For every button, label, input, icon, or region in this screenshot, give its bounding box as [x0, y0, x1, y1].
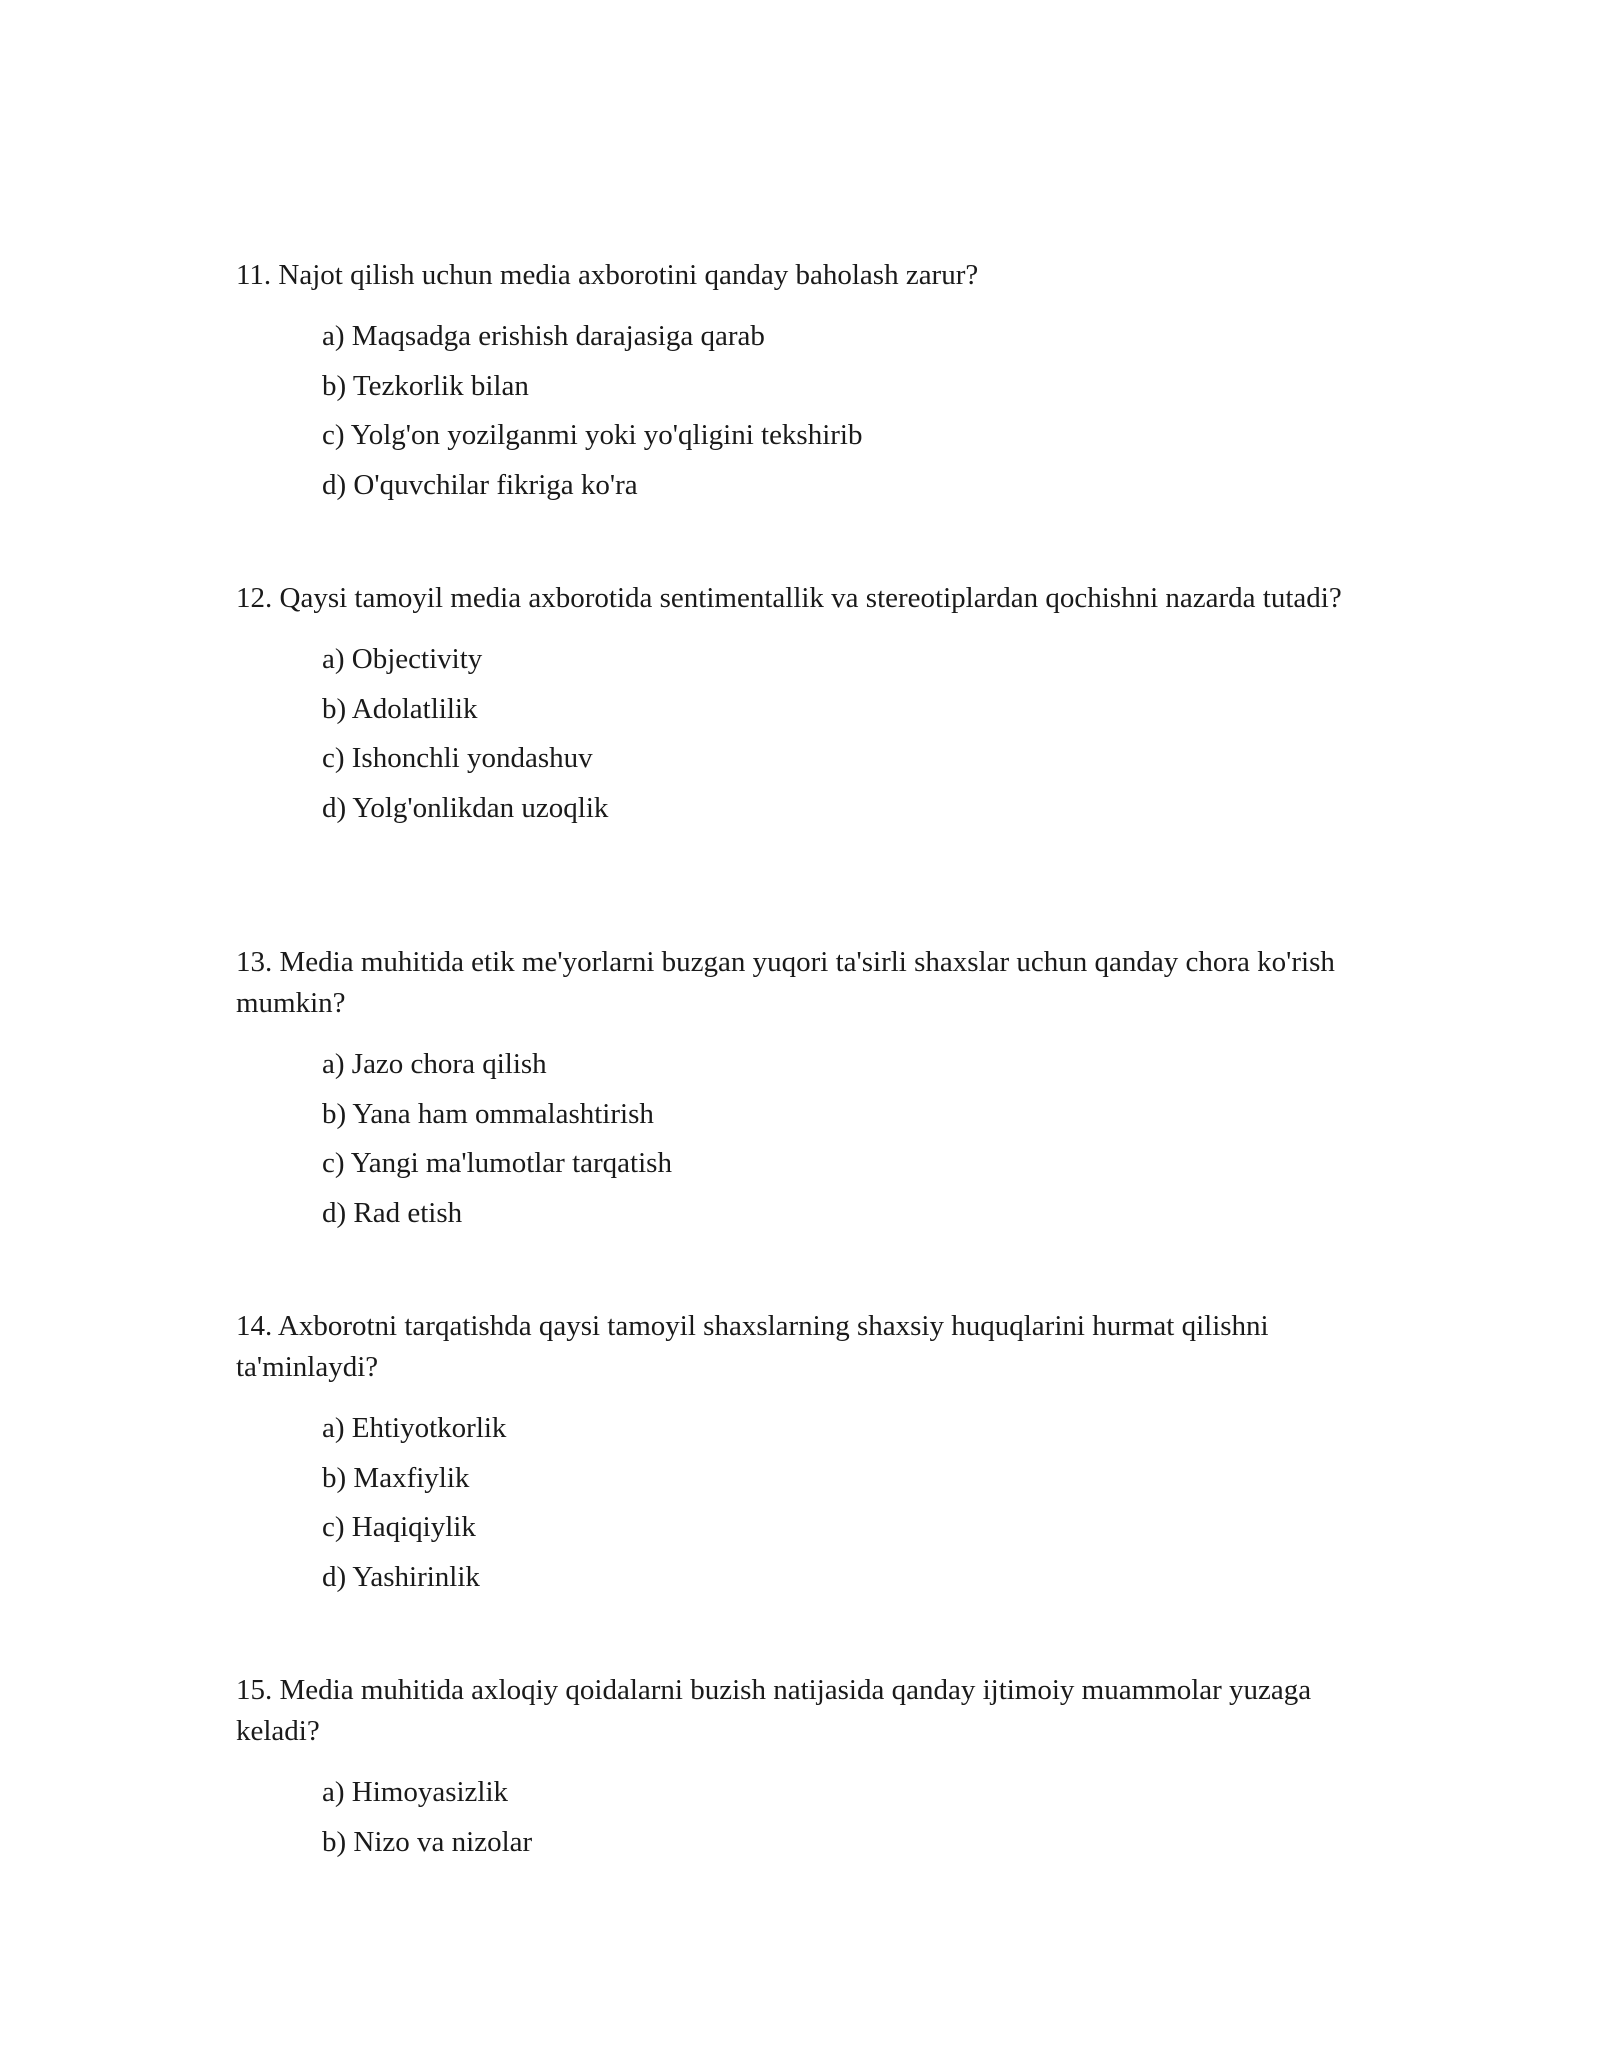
- question-12: [236, 578, 1376, 833]
- option-d: d) O'quvchilar fikriga ko'ra: [322, 468, 638, 501]
- option-b: b) Maxfiylik: [322, 1461, 470, 1494]
- question-14: [236, 1306, 1376, 1602]
- options-list: [322, 1404, 1376, 1602]
- option-b: b) Tezkorlik bilan: [322, 369, 529, 402]
- question-text: 14. Axborotni tarqatishda qaysi tamoyil shaxslarning shaxsiy huquqlarini hurmat qilishni ta'minlaydi?: [236, 1310, 1269, 1383]
- option-a: a) Maqsadga erishish darajasiga qarab: [322, 320, 765, 352]
- option-d: d) Rad etish: [322, 1196, 463, 1229]
- option-c: c) Ishonchli yondashuv: [322, 742, 593, 774]
- question-13: [236, 942, 1376, 1238]
- option-b: b) Nizo va nizolar: [322, 1825, 533, 1858]
- question-text: 15. Media muhitida axloqiy qoidalarni buzish natijasida qanday ijtimoiy muammolar yuzaga keladi?: [236, 1674, 1312, 1747]
- option-a: a) Jazo chora qilish: [322, 1048, 547, 1080]
- option-d: d) Yolg'onlikdan uzoqlik: [322, 791, 609, 824]
- question-11: [236, 255, 1376, 510]
- options-list: [322, 1768, 1376, 1867]
- options-list: [322, 635, 1376, 833]
- option-a: a) Ehtiyotkorlik: [322, 1412, 507, 1444]
- question-text: 11. Najot qilish uchun media axborotini qanday baholash zarur?: [236, 259, 979, 291]
- option-c: c) Yangi ma'lumotlar tarqatish: [322, 1147, 672, 1179]
- option-c: c) Haqiqiylik: [322, 1511, 476, 1543]
- option-b: b) Yana ham ommalashtirish: [322, 1097, 654, 1130]
- option-c: c) Yolg'on yozilganmi yoki yo'qligini tekshirib: [322, 419, 863, 451]
- question-15: [236, 1670, 1376, 1867]
- option-a: a) Himoyasizlik: [322, 1776, 509, 1808]
- option-a: a) Objectivity: [322, 643, 483, 675]
- question-text: 12. Qaysi tamoyil media axborotida sentimentallik va stereotiplardan qochishni nazarda tutadi?: [236, 582, 1342, 614]
- options-list: [322, 1040, 1376, 1238]
- option-b: b) Adolatlilik: [322, 692, 478, 725]
- options-list: [322, 312, 1376, 510]
- option-d: d) Yashirinlik: [322, 1560, 480, 1593]
- question-text: 13. Media muhitida etik me'yorlarni buzgan yuqori ta'sirli shaxslar uchun qanday chora ko'rish mumkin?: [236, 946, 1335, 1019]
